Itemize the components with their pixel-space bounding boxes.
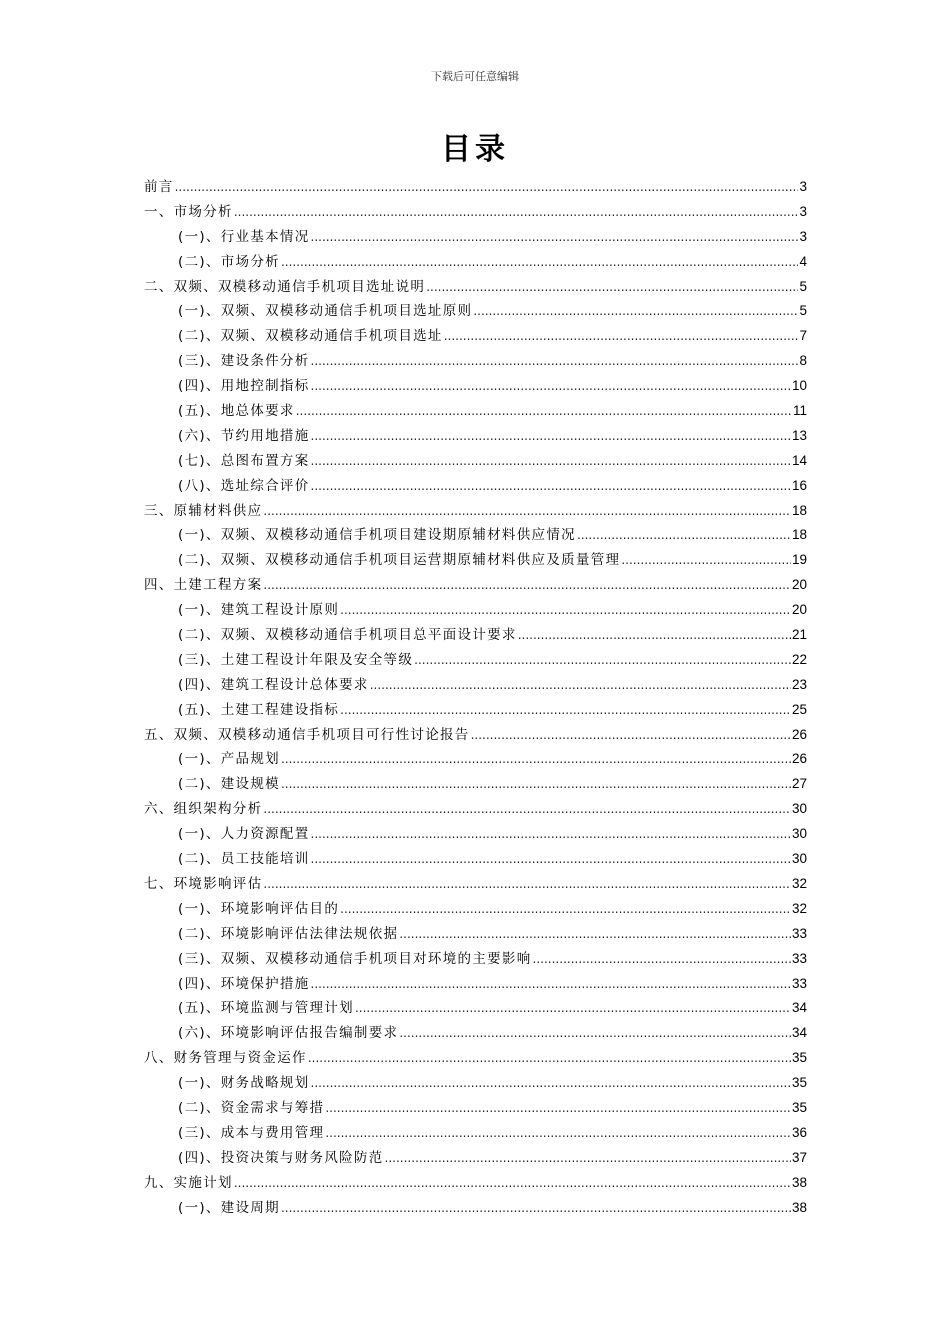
toc-page-number: 30: [791, 826, 807, 842]
toc-dot-leader: [175, 175, 799, 200]
toc-page-number: 35: [791, 1050, 807, 1066]
toc-dot-leader: [281, 1196, 791, 1221]
toc-page-number: 22: [791, 651, 807, 667]
toc-dot-leader: [370, 673, 791, 698]
toc-entry[interactable]: [144, 275, 807, 300]
toc-dot-leader: [311, 225, 799, 250]
toc-entry-text: (一)、建设周期: [178, 1199, 280, 1216]
toc-page-number: 18: [791, 527, 807, 543]
toc-dot-leader: [311, 449, 791, 474]
toc-entry-text: (八)、选址综合评价: [178, 477, 310, 494]
toc-entry-text: (五)、环境监测与管理计划: [178, 1000, 354, 1017]
toc-dot-leader: [263, 499, 791, 524]
toc-page-number: 27: [791, 776, 807, 792]
toc-entry-text: (一)、环境影响评估目的: [178, 900, 340, 917]
toc-entry-text: 六、组织架构分析: [144, 801, 263, 818]
toc-dot-leader: [471, 723, 791, 748]
toc-entry-text: 一、市场分析: [144, 203, 233, 220]
toc-entry[interactable]: [144, 548, 807, 573]
toc-entry[interactable]: [144, 847, 807, 872]
toc-entry[interactable]: [144, 200, 807, 225]
toc-dot-leader: [263, 797, 791, 822]
toc-page-number: 20: [791, 602, 807, 618]
toc-dot-leader: [263, 872, 791, 897]
toc-page-number: 3: [799, 228, 807, 244]
toc-page-number: 35: [791, 1099, 807, 1115]
toc-page-number: 16: [791, 477, 807, 493]
toc-entry[interactable]: [144, 772, 807, 797]
toc-dot-leader: [311, 349, 799, 374]
toc-page-number: 25: [791, 701, 807, 717]
toc-entry[interactable]: [144, 349, 807, 374]
toc-title: 目录: [441, 132, 509, 167]
toc-page-number: 10: [791, 378, 807, 394]
toc-entry[interactable]: [144, 698, 807, 723]
toc-page-number: 30: [791, 801, 807, 817]
toc-dot-leader: [340, 897, 791, 922]
toc-dot-leader: [473, 299, 798, 324]
toc-entry-text: (三)、双频、双模移动通信手机项目对环境的主要影响: [178, 950, 532, 967]
toc-dot-leader: [355, 996, 791, 1021]
toc-dot-leader: [234, 200, 799, 225]
toc-entry-text: (一)、建筑工程设计原则: [178, 602, 340, 619]
toc-dot-leader: [281, 772, 791, 797]
toc-page-number: 34: [791, 1025, 807, 1041]
toc-entry-text: 前言: [144, 179, 174, 195]
toc-entry-text: (一)、人力资源配置: [178, 826, 310, 843]
toc-page-number: 18: [791, 502, 807, 518]
toc-dot-leader: [325, 1121, 791, 1146]
toc-entry-text: (四)、投资决策与财务风险防范: [178, 1149, 384, 1166]
toc-dot-leader: [311, 374, 791, 399]
toc-page-number: 36: [791, 1124, 807, 1140]
toc-entry[interactable]: [144, 897, 807, 922]
toc-page-number: 3: [799, 203, 807, 219]
toc-page-number: 34: [791, 1000, 807, 1016]
toc-entry[interactable]: [144, 1096, 807, 1121]
toc-page-number: 8: [799, 353, 807, 369]
toc-entry-text: (二)、市场分析: [178, 253, 280, 270]
toc-entry-text: (四)、建筑工程设计总体要求: [178, 676, 369, 693]
toc-entry-text: (二)、员工技能培训: [178, 851, 310, 868]
toc-entry-text: (二)、环境影响评估法律法规依据: [178, 925, 399, 942]
toc-page-number: 4: [799, 253, 807, 269]
toc-dot-leader: [311, 474, 791, 499]
toc-entry[interactable]: [144, 1021, 807, 1046]
toc-entry[interactable]: [144, 797, 807, 822]
toc-dot-leader: [533, 947, 791, 972]
toc-entry-text: (一)、双频、双模移动通信手机项目建设期原辅材料供应情况: [178, 527, 576, 544]
toc-entry-text: (二)、建设规模: [178, 776, 280, 793]
toc-entry-text: 四、土建工程方案: [144, 577, 263, 594]
toc-entry-text: (六)、环境影响评估报告编制要求: [178, 1025, 399, 1042]
toc-entry[interactable]: [144, 1171, 807, 1196]
toc-entry[interactable]: [144, 1196, 807, 1221]
toc-page-number: 13: [791, 427, 807, 443]
toc-dot-leader: [281, 747, 791, 772]
table-of-contents: [144, 175, 807, 1220]
toc-dot-leader: [234, 1171, 791, 1196]
toc-entry-text: (一)、双频、双模移动通信手机项目选址原则: [178, 303, 473, 320]
toc-entry-text: 五、双频、双模移动通信手机项目可行性讨论报告: [144, 726, 470, 743]
toc-entry[interactable]: [144, 747, 807, 772]
toc-page-number: 21: [791, 627, 807, 643]
toc-page-number: 11: [792, 403, 807, 419]
toc-entry[interactable]: [144, 723, 807, 748]
toc-dot-leader: [621, 548, 791, 573]
toc-entry-text: 九、实施计划: [144, 1174, 233, 1191]
toc-entry[interactable]: [144, 573, 807, 598]
toc-dot-leader: [281, 250, 799, 275]
toc-dot-leader: [399, 1021, 791, 1046]
toc-entry-text: (三)、土建工程设计年限及安全等级: [178, 651, 414, 668]
toc-page-number: 35: [791, 1075, 807, 1091]
toc-entry-text: 八、财务管理与资金运作: [144, 1050, 307, 1067]
toc-page-number: 33: [791, 925, 807, 941]
toc-entry[interactable]: [144, 250, 807, 275]
toc-dot-leader: [444, 324, 799, 349]
toc-dot-leader: [311, 847, 791, 872]
toc-entry[interactable]: [144, 374, 807, 399]
toc-entry-text: (四)、用地控制指标: [178, 378, 310, 395]
toc-dot-leader: [311, 1071, 791, 1096]
toc-page-number: 5: [799, 278, 807, 294]
toc-dot-leader: [311, 424, 791, 449]
toc-entry[interactable]: [144, 623, 807, 648]
header-note: 下载后可任意编辑: [431, 70, 519, 83]
toc-page-number: 7: [799, 328, 807, 344]
toc-entry-text: 二、双频、双模移动通信手机项目选址说明: [144, 278, 426, 295]
toc-page-number: 14: [791, 452, 807, 468]
toc-page-number: 19: [791, 552, 807, 568]
toc-entry-text: (六)、节约用地措施: [178, 427, 310, 444]
toc-entry[interactable]: [144, 225, 807, 250]
toc-entry-text: (一)、行业基本情况: [178, 228, 310, 245]
toc-entry[interactable]: [144, 996, 807, 1021]
toc-entry[interactable]: [144, 1121, 807, 1146]
toc-entry[interactable]: [144, 324, 807, 349]
toc-dot-leader: [385, 1146, 791, 1171]
toc-dot-leader: [340, 598, 791, 623]
toc-page-number: 37: [791, 1149, 807, 1165]
toc-entry[interactable]: [144, 648, 807, 673]
toc-page-number: 33: [791, 975, 807, 991]
toc-entry[interactable]: [144, 1146, 807, 1171]
toc-entry[interactable]: [144, 922, 807, 947]
toc-page-number: 3: [799, 179, 807, 194]
toc-dot-leader: [296, 399, 792, 424]
toc-page-number: 32: [791, 900, 807, 916]
toc-entry-text: (三)、成本与费用管理: [178, 1124, 325, 1141]
toc-page-number: 33: [791, 950, 807, 966]
toc-dot-leader: [263, 573, 791, 598]
toc-entry-text: (一)、产品规划: [178, 751, 280, 768]
toc-entry[interactable]: [144, 449, 807, 474]
toc-entry-text: (七)、总图布置方案: [178, 452, 310, 469]
toc-entry-text: (五)、土建工程建设指标: [178, 701, 340, 718]
toc-entry-text: 三、原辅材料供应: [144, 502, 263, 519]
toc-entry[interactable]: [144, 474, 807, 499]
toc-dot-leader: [426, 275, 798, 300]
toc-dot-leader: [325, 1096, 791, 1121]
toc-entry[interactable]: [144, 872, 807, 897]
toc-entry[interactable]: [144, 424, 807, 449]
toc-dot-leader: [577, 523, 791, 548]
toc-entry[interactable]: [144, 598, 807, 623]
toc-dot-leader: [414, 648, 791, 673]
toc-dot-leader: [518, 623, 791, 648]
toc-entry[interactable]: [144, 972, 807, 997]
toc-entry[interactable]: [144, 947, 807, 972]
toc-entry-text: (四)、环境保护措施: [178, 975, 310, 992]
toc-page-number: 20: [791, 577, 807, 593]
toc-dot-leader: [311, 822, 791, 847]
toc-page-number: 26: [791, 726, 807, 742]
toc-entry-text: (二)、双频、双模移动通信手机项目运营期原辅材料供应及质量管理: [178, 552, 621, 569]
toc-entry-text: (三)、建设条件分析: [178, 353, 310, 370]
toc-entry[interactable]: [144, 299, 807, 324]
toc-dot-leader: [311, 972, 791, 997]
toc-page-number: 26: [791, 751, 807, 767]
toc-page-number: 38: [791, 1199, 807, 1215]
toc-entry[interactable]: [144, 1071, 807, 1096]
toc-entry[interactable]: [144, 1046, 807, 1071]
toc-entry[interactable]: [144, 175, 807, 200]
toc-entry[interactable]: [144, 673, 807, 698]
toc-dot-leader: [308, 1046, 791, 1071]
toc-page-number: 30: [791, 851, 807, 867]
toc-entry[interactable]: [144, 523, 807, 548]
toc-entry[interactable]: [144, 822, 807, 847]
toc-page-number: 5: [799, 303, 807, 319]
toc-page-number: 32: [791, 875, 807, 891]
toc-entry-text: (一)、财务战略规划: [178, 1075, 310, 1092]
toc-entry-text: (二)、资金需求与筹措: [178, 1099, 325, 1116]
toc-entry-text: 七、环境影响评估: [144, 875, 263, 892]
toc-entry-text: (五)、地总体要求: [178, 403, 295, 420]
toc-entry[interactable]: [144, 499, 807, 524]
toc-entry-text: (二)、双频、双模移动通信手机项目总平面设计要求: [178, 627, 517, 644]
toc-entry[interactable]: [144, 399, 807, 424]
toc-entry-text: (二)、双频、双模移动通信手机项目选址: [178, 328, 443, 345]
toc-dot-leader: [340, 698, 791, 723]
toc-page-number: 23: [791, 676, 807, 692]
toc-page-number: 38: [791, 1174, 807, 1190]
toc-dot-leader: [399, 922, 791, 947]
